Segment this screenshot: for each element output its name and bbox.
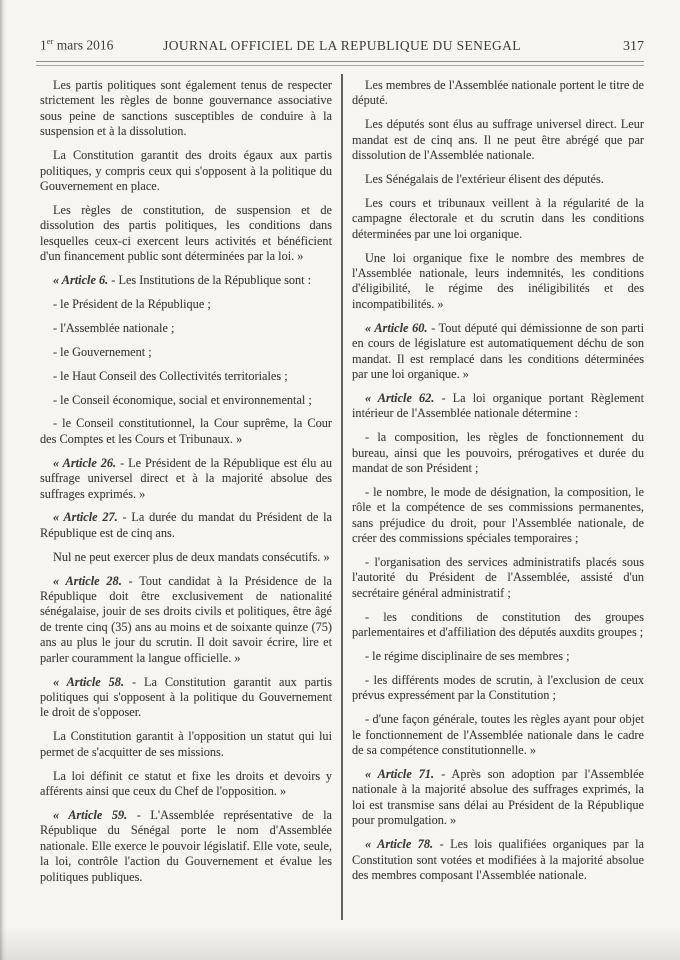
right-column — [352, 78, 644, 893]
paragraph-text: - Après son adoption par l'Assemblée nationale à la majorité absolue des suffrages exprimés, la loi est transmise sans délai au Président de la République pour promulgation. » — [352, 767, 644, 828]
left-column — [40, 78, 332, 893]
paragraph-text: - Le Président de la République est élu au suffrage universel direct et à la majorité absolue des suffrages exprimés. » — [40, 455, 332, 501]
page-content — [40, 78, 644, 893]
paragraph — [40, 393, 332, 408]
article-lead: « Article 6. — [53, 272, 109, 287]
page-header — [40, 36, 644, 58]
paragraph — [40, 550, 332, 565]
paragraph-text: La Constitution garantit à l'opposition un statut qui lui permet de s'acquitter de ses missions. — [40, 729, 332, 759]
paragraph-text: - le Gouvernement ; — [53, 344, 152, 359]
paragraph-text: - Les lois qualifiées organiques par la Constitution sont votées et modifiées à la majorité absolue des membres composant l'Assemblée nationale. — [352, 837, 644, 882]
paragraph — [40, 297, 332, 312]
paragraph-text: - l'Assemblée nationale ; — [53, 320, 175, 335]
paragraph — [352, 485, 644, 547]
journal-title: JOURNAL OFFICIEL DE LA REPUBLIQUE DU SENEGAL — [163, 37, 521, 53]
paragraph-text: - le Conseil économique, social et environnemental ; — [53, 392, 312, 407]
paragraph-text: Une loi organique fixe le nombre des membres de l'Assemblée nationale, leurs indemnités, les conditions d'éligibilité, le régime des inéligibilités et des incompatibilités. » — [352, 250, 644, 311]
date-day: 1 — [40, 37, 47, 53]
paragraph — [40, 574, 332, 666]
paragraph-text: - Les Institutions de la République sont : — [108, 272, 312, 287]
paragraph — [352, 712, 644, 758]
paragraph-text: - le nombre, le mode de désignation, la composition, le rôle et la compétence de ses commissions permanentes, sans préjudice du droit, pour l'Assemblée nationale, de créer des commissions spéciales temporaires ; — [352, 484, 644, 546]
paragraph-text: - le régime disciplinaire de ses membres ; — [365, 649, 570, 664]
paragraph-text: - La Constitution garantit aux partis politiques qui s'opposent à la politique du Gouvernement le droit de s'opposer. — [40, 674, 332, 720]
scan-edge-shadow-bottom — [0, 926, 680, 960]
paragraph-text: Les députés sont élus au suffrage universel direct. Leur mandat est de cinq ans. Il ne peut être abrégé que par dissolution de l'Assemblée nationale. — [352, 117, 644, 163]
article-lead: « Article 28. — [53, 573, 122, 588]
paragraph — [352, 321, 644, 383]
paragraph — [352, 251, 644, 313]
paragraph — [40, 729, 332, 760]
article-lead: « Article 62. — [365, 390, 435, 405]
paragraph — [352, 649, 644, 664]
paragraph — [352, 430, 644, 476]
paragraph — [40, 369, 332, 384]
paragraph-text: La Constitution garantit des droits égaux aux partis politiques, y compris ceux qui s'opposent à la politique du Gouvernement en place. — [40, 148, 332, 193]
paragraph — [352, 172, 644, 187]
paragraph-text: - le Conseil constitutionnel, la Cour suprême, la Cour des Comptes et les Cours et Tribunaux. » — [40, 416, 332, 446]
paragraph — [40, 456, 332, 502]
page-number: 317 — [623, 38, 644, 54]
paragraph — [352, 391, 644, 422]
paragraph — [40, 321, 332, 336]
paragraph — [40, 510, 332, 541]
article-lead: « Article 78. — [365, 837, 434, 852]
paragraph-text: Les Sénégalais de l'extérieur élisent des députés. — [365, 172, 604, 187]
paragraph-text: - Tout député qui démissionne de son parti en cours de législature est automatiquement déchu de son mandat. Il est remplacé dans les conditions déterminées par une loi organique. » — [352, 320, 644, 381]
paragraph-text: - La durée du mandat du Président de la République est de cinq ans. — [40, 510, 332, 540]
paragraph — [352, 78, 644, 109]
paragraph — [352, 555, 644, 601]
paragraph-text: - le Haut Conseil des Collectivités territoriales ; — [53, 368, 288, 383]
scan-edge-shadow-left — [0, 0, 7, 960]
paragraph-text: - l'organisation des services administratifs placés sous l'autorité du Président de l'Assemblée, assisté d'un secrétaire général administratif ; — [352, 555, 644, 600]
paragraph-text: - Tout candidat à la Présidence de la République doit être exclusivement de nationalité sénégalaise, jouir de ses droits civils et politiques, être âgé de trente cinq (35) ans au moins et de soixante quinze (75) ans au plus le jour du scrutin. Il doit savoir écrire, lire et parler couramment la langue officielle. » — [40, 573, 332, 665]
paragraph-text: - d'une façon générale, toutes les règles ayant pour objet le fonctionnement de l'Assemblée nationale dans le cadre de sa compétence constitutionnelle. » — [352, 712, 644, 758]
article-lead: « Article 71. — [365, 767, 435, 782]
paragraph — [40, 78, 332, 140]
paragraph — [40, 808, 332, 885]
paragraph — [352, 837, 644, 883]
paragraph-text: - les différents modes de scrutin, à l'exclusion de ceux prévus expressément par la Constitution ; — [352, 673, 644, 703]
article-lead: « Article 27. — [53, 510, 118, 525]
paragraph-text: Les cours et tribunaux veillent à la régularité de la campagne électorale et du scrutin dans les conditions déterminées par une loi organique. — [352, 195, 644, 241]
paragraph — [352, 117, 644, 163]
paragraph — [352, 673, 644, 704]
article-lead: « Article 58. — [53, 674, 125, 689]
paragraph-text: La loi définit ce statut et fixe les droits et devoirs y afférents ainsi que ceux du Chef de l'opposition. » — [40, 768, 332, 799]
paragraph — [40, 675, 332, 721]
paragraph — [40, 769, 332, 800]
article-lead: « Article 60. — [365, 320, 428, 335]
header-double-rule — [36, 61, 644, 66]
paragraph-text: - les conditions de constitution des groupes parlementaires et d'affiliation des députés auxdits groupes ; — [352, 609, 644, 640]
paragraph — [40, 416, 332, 447]
paragraph — [40, 203, 332, 265]
article-lead: « Article 59. — [53, 807, 128, 822]
paragraph — [352, 767, 644, 829]
paragraph — [352, 196, 644, 242]
journal-date — [40, 36, 163, 54]
paragraph-text: - la composition, les règles de fonctionnement du bureau, ainsi que les pouvoirs, prérogatives et durée du mandat de son Président ; — [352, 430, 644, 476]
paragraph — [40, 345, 332, 360]
date-ordinal: er — [46, 36, 54, 46]
paragraph — [352, 610, 644, 641]
article-lead: « Article 26. — [53, 455, 117, 470]
paragraph — [40, 148, 332, 194]
paragraph-text: - La loi organique portant Règlement intérieur de l'Assemblée nationale détermine : — [352, 390, 644, 421]
paragraph-text: - L'Assemblée représentative de la République du Sénégal porte le nom d'Assemblée nationale. Elle exerce le pouvoir législatif. Elle vote, seule, la loi, contrôle l'action du Gouvernement et évalue les politiques publiques. — [40, 807, 332, 884]
paragraph-text: Les partis politiques sont également tenus de respecter strictement les règles de bonne gouvernance associative sous peine de sanctions susceptibles de conduire à la suspension et à la dissolution. — [40, 78, 332, 139]
date-rest: mars 2016 — [53, 37, 114, 53]
paragraph — [40, 273, 332, 288]
paragraph-text: Nul ne peut exercer plus de deux mandats consécutifs. » — [53, 549, 330, 564]
paragraph-text: - le Président de la République ; — [53, 296, 211, 311]
paragraph-text: Les règles de constitution, de suspension et de dissolution des partis politiques, les conditions dans lesquelles ceux-ci exercent leurs activités et bénéficient d'un financement public sont déterminées par la loi. » — [40, 202, 332, 264]
paragraph-text: Les membres de l'Assemblée nationale portent le titre de député. — [352, 78, 644, 108]
